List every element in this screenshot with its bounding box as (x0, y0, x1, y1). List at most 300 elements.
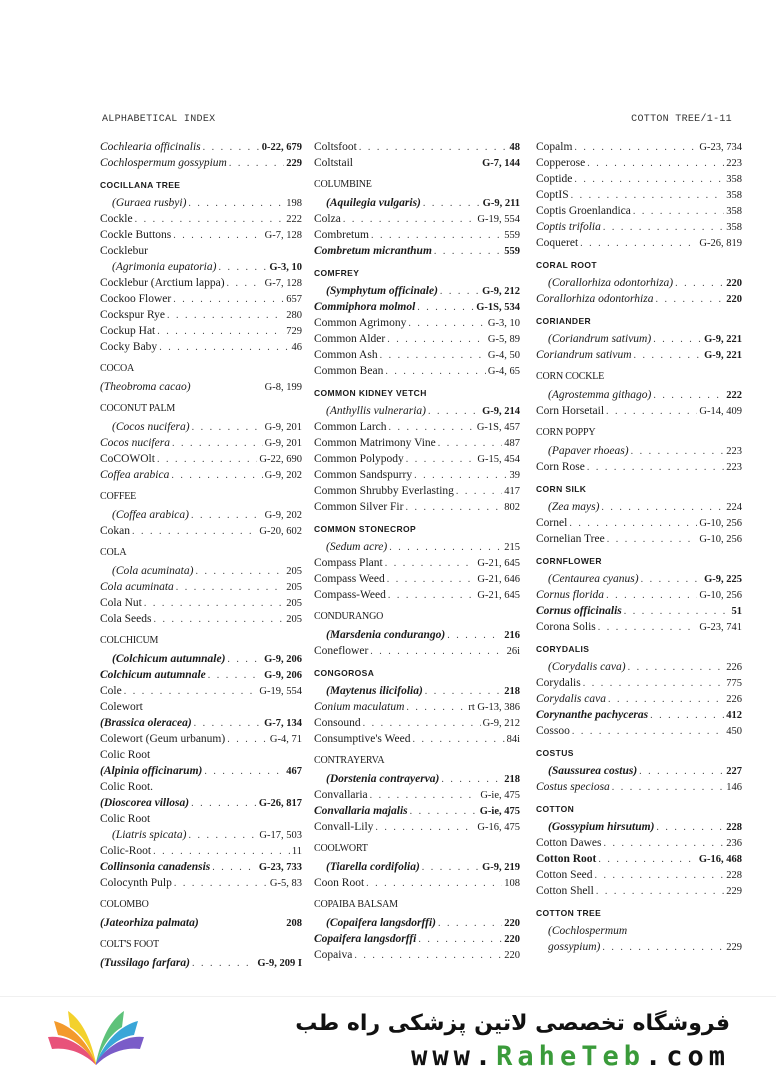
index-section-heading (100, 543, 302, 563)
page-reference: 775 (726, 678, 742, 689)
index-entry (314, 915, 520, 931)
index-entry (314, 347, 520, 363)
index-entry (536, 219, 742, 235)
dot-leader (438, 916, 502, 931)
index-term: Cornus florida (536, 589, 605, 601)
index-entry (100, 379, 302, 395)
index-term: Colewort (100, 701, 143, 713)
index-term: Coptide (536, 173, 573, 185)
dot-leader (173, 228, 262, 243)
index-term: (Gossypium hirsutum) (548, 821, 655, 833)
index-entry (314, 627, 520, 643)
header-page-number: COTTON TREE/1-11 (631, 114, 732, 125)
dot-leader (598, 852, 696, 867)
index-entry (536, 515, 742, 531)
index-entry (536, 939, 742, 955)
page-reference: G-15, 454 (477, 454, 520, 465)
index-entry (536, 723, 742, 739)
index-term: Cockle (100, 213, 133, 225)
dot-leader (587, 460, 724, 475)
dot-leader (406, 452, 476, 467)
page-reference: 657 (286, 294, 302, 305)
dot-leader (428, 404, 480, 419)
index-term: (Zea mays) (548, 501, 600, 513)
page-reference: 220 (726, 278, 742, 289)
page-reference: 358 (726, 174, 742, 185)
dot-leader (633, 204, 724, 219)
dot-leader (414, 468, 507, 483)
page-reference: G-21, 645 (477, 590, 520, 601)
index-term: CONGOROSA (314, 668, 375, 678)
index-term: CONDURANGO (314, 611, 384, 622)
index-section-heading (314, 751, 520, 771)
dot-leader (135, 212, 285, 227)
index-entry (100, 747, 302, 763)
index-column-3 (536, 139, 742, 955)
index-term: CORN SILK (536, 484, 587, 494)
index-entry (100, 579, 302, 595)
dot-leader (370, 788, 479, 803)
page-reference: G-22, 690 (259, 454, 302, 465)
dot-leader (412, 732, 504, 747)
dot-leader (608, 692, 724, 707)
index-section-heading (536, 255, 742, 275)
page-reference: G-7, 144 (482, 158, 520, 169)
page-reference: G-9, 221 (704, 334, 742, 345)
index-entry (100, 667, 302, 683)
page-reference: 228 (726, 822, 742, 833)
index-entry (536, 531, 742, 547)
dot-leader (144, 596, 284, 611)
page-reference: G-4, 50 (487, 350, 520, 361)
index-entry (100, 419, 302, 435)
store-url[interactable] (411, 1041, 730, 1072)
index-section-heading (314, 175, 520, 195)
index-entry (100, 211, 302, 227)
page-reference: G-23, 741 (699, 622, 742, 633)
page-reference: G-26, 819 (699, 238, 742, 249)
index-entry (536, 923, 742, 939)
dot-leader (343, 212, 476, 227)
dot-leader (153, 612, 284, 627)
page-reference: G-26, 817 (258, 798, 302, 809)
dot-leader (132, 524, 257, 539)
index-term: Common Alder (314, 333, 386, 345)
index-section-heading (100, 631, 302, 651)
index-entry (100, 307, 302, 323)
page-reference: G-9, 206 (264, 654, 302, 665)
page-reference: 412 (726, 710, 742, 721)
index-entry (536, 691, 742, 707)
dot-leader (603, 836, 724, 851)
dot-leader (388, 588, 476, 603)
page-reference: 559 (504, 246, 520, 257)
index-term: CORNFLOWER (536, 556, 602, 566)
dot-leader (375, 820, 475, 835)
index-term: COFFEE (100, 491, 137, 502)
dot-leader (571, 188, 725, 203)
page-reference: G-9, 214 (482, 406, 520, 417)
index-entry (314, 715, 520, 731)
dot-leader (574, 140, 697, 155)
index-entry (100, 859, 302, 875)
page-reference: G-4, 71 (269, 734, 302, 745)
index-entry (314, 539, 520, 555)
index-section-heading (314, 383, 520, 403)
index-section-heading (314, 663, 520, 683)
index-entry (100, 507, 302, 523)
index-term: COLA (100, 547, 127, 558)
page-reference: G-9, 221 (704, 350, 742, 361)
index-section-heading (536, 551, 742, 571)
index-entry (536, 707, 742, 723)
index-term: Common Bean (314, 365, 384, 377)
dot-leader (569, 516, 697, 531)
page-reference: 802 (504, 502, 520, 513)
index-entry (100, 955, 302, 971)
dot-leader (172, 436, 263, 451)
dot-leader (370, 644, 504, 659)
index-term: Convallaria majalis (314, 805, 408, 817)
index-entry (100, 611, 302, 627)
index-term: (Colchicum autumnale) (112, 653, 226, 665)
index-term: CONTRAYERVA (314, 755, 385, 766)
index-term: COLUMBINE (314, 179, 372, 190)
dot-leader (422, 860, 480, 875)
index-term: Colchicum autumnale (100, 669, 206, 681)
page-reference: G-9, 212 (482, 718, 520, 729)
page-reference: 228 (726, 870, 742, 881)
page-reference: 220 (726, 294, 742, 305)
index-term: Copaifera langsdorffi (314, 933, 417, 945)
dot-leader (363, 716, 481, 731)
index-term: Common Matrimony Vine (314, 437, 436, 449)
index-term: (Theobroma cacao) (100, 381, 191, 393)
index-term: Colewort (Geum urbanum) (100, 733, 226, 745)
page-reference: 226 (726, 662, 742, 673)
index-term: Coneflower (314, 645, 369, 657)
dot-leader (174, 876, 268, 891)
header-section-title: ALPHABETICAL INDEX (102, 114, 216, 125)
index-term: Cornelian Tree (536, 533, 605, 545)
dot-leader (602, 940, 724, 955)
page-reference: 0-22, 679 (261, 142, 302, 153)
page-reference: 223 (726, 158, 742, 169)
dot-leader (596, 884, 724, 899)
index-term: (Cochlospermum (548, 925, 628, 937)
index-term: CORN COCKLE (536, 371, 605, 382)
index-term: (Corallorhiza odontorhiza) (548, 277, 674, 289)
dot-leader (191, 508, 263, 523)
index-entry (536, 883, 742, 899)
dot-leader (167, 308, 284, 323)
dot-leader (124, 684, 258, 699)
index-term: Corydalis cava (536, 693, 606, 705)
index-term: Corallorhiza odontorhiza (536, 293, 654, 305)
page-reference: 198 (286, 198, 302, 209)
index-entry (314, 643, 520, 659)
index-term: Coptis trifolia (536, 221, 601, 233)
index-term: CORN POPPY (536, 427, 596, 438)
index-term: Commiphora molmol (314, 301, 416, 313)
dot-leader (385, 364, 486, 379)
dot-leader (227, 732, 268, 747)
dot-leader (656, 820, 724, 835)
page-reference: G-9, 219 (482, 862, 520, 873)
index-section-heading (314, 519, 520, 539)
index-entry (100, 291, 302, 307)
index-term: Coriandrum sativum (536, 349, 632, 361)
index-entry (314, 699, 520, 715)
page-reference: G-9, 202 (264, 470, 302, 481)
page-reference: 227 (726, 766, 742, 777)
page-reference: G-3, 10 (487, 318, 520, 329)
page-reference: G-9, 209 I (257, 958, 302, 969)
index-entry (314, 227, 520, 243)
index-section-heading (100, 399, 302, 419)
page-reference: G-10, 256 (699, 534, 742, 545)
url-prefix: www. (411, 1041, 497, 1072)
index-entry (536, 203, 742, 219)
index-entry (536, 763, 742, 779)
dot-leader (440, 284, 480, 299)
index-term: Convallaria (314, 789, 368, 801)
dot-leader (159, 340, 289, 355)
index-entry (314, 731, 520, 747)
index-term: CORIANDER (536, 316, 592, 326)
index-entry (536, 443, 742, 459)
open-book-logo-icon (44, 1005, 148, 1075)
page-reference: 236 (726, 838, 742, 849)
dot-leader (157, 452, 257, 467)
index-term: Consumptive's Weed (314, 733, 411, 745)
index-term: CoptIS (536, 189, 569, 201)
index-entry (314, 435, 520, 451)
index-term: Corona Solis (536, 621, 596, 633)
dot-leader (191, 796, 257, 811)
page-reference: 220 (504, 918, 520, 929)
dot-leader (408, 316, 486, 331)
page-reference: 215 (504, 542, 520, 553)
index-entry (536, 171, 742, 187)
page-reference: 358 (726, 222, 742, 233)
page-reference: rt G-13, 386 (468, 702, 520, 713)
dot-leader (606, 404, 697, 419)
index-section-heading (314, 895, 520, 915)
index-entry (536, 155, 742, 171)
index-entry (100, 275, 302, 291)
index-term: (Cola acuminata) (112, 565, 194, 577)
index-entry (536, 819, 742, 835)
index-section-heading (100, 175, 302, 195)
index-entry (100, 811, 302, 827)
page-reference: 280 (286, 310, 302, 321)
page-reference: 26i (506, 646, 520, 657)
dot-leader (410, 804, 478, 819)
index-entry (536, 275, 742, 291)
dot-leader (653, 388, 724, 403)
index-term: Cotton Dawes (536, 837, 602, 849)
dot-leader (203, 140, 260, 155)
page-reference: G-3, 10 (269, 262, 302, 273)
index-entry (100, 243, 302, 259)
dot-leader (176, 580, 284, 595)
page-reference: G-16, 468 (698, 854, 742, 865)
index-entry (536, 291, 742, 307)
dot-leader (371, 228, 502, 243)
page-reference: G-5, 89 (487, 334, 520, 345)
index-entry (100, 915, 302, 931)
index-entry (536, 571, 742, 587)
dot-leader (675, 276, 724, 291)
index-entry (100, 843, 302, 859)
index-term: Common Sandspurry (314, 469, 413, 481)
index-term: Cockup Hat (100, 325, 156, 337)
index-entry (100, 651, 302, 667)
dot-leader (595, 868, 725, 883)
index-entry (314, 139, 520, 155)
dot-leader (229, 156, 284, 171)
index-term: COPAIBA BALSAM (314, 899, 398, 910)
index-term: Common Shrubby Everlasting (314, 485, 454, 497)
page-reference: 39 (509, 470, 520, 481)
index-term: Cocklebur (100, 245, 148, 257)
index-term: COTTON (536, 804, 575, 814)
index-section-heading (100, 935, 302, 955)
index-term: (Centaurea cyanus) (548, 573, 639, 585)
page-reference: G-20, 602 (259, 526, 302, 537)
index-term: CoCOWOlt (100, 453, 155, 465)
index-entry (100, 827, 302, 843)
index-entry (100, 779, 302, 795)
index-term: Coon Root (314, 877, 365, 889)
dot-leader (387, 572, 476, 587)
index-entry (314, 243, 520, 259)
page-reference: 229 (726, 942, 742, 953)
page-reference: G-19, 554 (259, 686, 302, 697)
index-term: Common Ash (314, 349, 378, 361)
url-suffix: .com (644, 1041, 730, 1072)
index-term: Cocky Baby (100, 341, 158, 353)
index-term: (Coriandrum sativum) (548, 333, 652, 345)
index-term: (Dioscorea villosa) (100, 797, 190, 809)
index-term: (Aquilegia vulgaris) (326, 197, 421, 209)
page-reference: 84i (506, 734, 520, 745)
index-term: Costus speciosa (536, 781, 610, 793)
page-reference: G-21, 645 (477, 558, 520, 569)
index-entry (314, 155, 520, 171)
index-term: COOLWORT (314, 843, 368, 854)
dot-leader (572, 724, 724, 739)
index-term: Cola Nut (100, 597, 142, 609)
index-section-heading (536, 799, 742, 819)
dot-leader (434, 244, 502, 259)
page-reference: 487 (504, 438, 520, 449)
index-entry (100, 795, 302, 811)
index-term: Compass-Weed (314, 589, 386, 601)
index-entry (314, 483, 520, 499)
page-reference: 222 (286, 214, 302, 225)
index-entry (314, 299, 520, 315)
index-term: Cotton Seed (536, 869, 593, 881)
page-reference: G-9, 206 (264, 670, 302, 681)
dot-leader (354, 948, 502, 963)
page-reference: G-9, 211 (482, 198, 520, 209)
index-term: Conium maculatum (314, 701, 405, 713)
index-term: (Guraea rusbyi) (112, 197, 187, 209)
index-term: COTTON TREE (536, 908, 602, 918)
index-term: COCONUT PALM (100, 403, 176, 414)
index-term: COLCHICUM (100, 635, 159, 646)
page-reference: G-9, 225 (704, 574, 742, 585)
index-entry (536, 499, 742, 515)
index-column-1 (100, 139, 302, 971)
page-reference: G-21, 646 (477, 574, 520, 585)
index-term: Common Larch (314, 421, 387, 433)
page-reference: 146 (726, 782, 742, 793)
index-term: Corn Rose (536, 461, 585, 473)
page-reference: G-5, 83 (269, 878, 302, 889)
page-reference: 467 (286, 766, 302, 777)
page-reference: 208 (286, 918, 302, 929)
page-reference: 417 (504, 486, 520, 497)
index-term: (Agrimonia eupatoria) (112, 261, 217, 273)
dot-leader (192, 956, 255, 971)
index-entry (536, 835, 742, 851)
dot-leader (580, 236, 697, 251)
index-term: (Dorstenia contrayerva) (326, 773, 440, 785)
index-section-heading (314, 607, 520, 627)
index-entry (536, 459, 742, 475)
index-entry (536, 235, 742, 251)
dot-leader (153, 844, 290, 859)
page-reference: 220 (504, 950, 520, 961)
index-entry (100, 875, 302, 891)
index-term: Combretum micranthum (314, 245, 432, 257)
index-term: Copperose (536, 157, 586, 169)
page-reference: 205 (286, 614, 302, 625)
index-term: Cocklebur (Arctium lappa) (100, 277, 225, 289)
index-entry (100, 715, 302, 731)
index-entry (314, 859, 520, 875)
index-term: Cockle Buttons (100, 229, 172, 241)
index-entry (314, 931, 520, 947)
index-term: Colocynth Pulp (100, 877, 172, 889)
dot-leader (425, 684, 502, 699)
dot-leader (601, 500, 724, 515)
index-entry (100, 155, 302, 171)
index-entry (314, 787, 520, 803)
index-entry (314, 403, 520, 419)
dot-leader (447, 628, 502, 643)
index-entry (314, 499, 520, 515)
index-entry (314, 451, 520, 467)
index-entry (100, 763, 302, 779)
index-term: COLT'S FOOT (100, 939, 159, 950)
page-reference: 222 (726, 390, 742, 401)
page-reference: G-9, 202 (264, 510, 302, 521)
index-entry (536, 867, 742, 883)
index-section-heading (100, 487, 302, 507)
dot-leader (405, 500, 502, 515)
index-term: COMMON STONECROP (314, 524, 417, 534)
index-entry (314, 283, 520, 299)
index-term: Corynanthe pachyceras (536, 709, 649, 721)
page-reference: G-17, 503 (259, 830, 302, 841)
page-reference: 559 (504, 230, 520, 241)
dot-leader (192, 420, 263, 435)
page-reference: 46 (291, 342, 302, 353)
